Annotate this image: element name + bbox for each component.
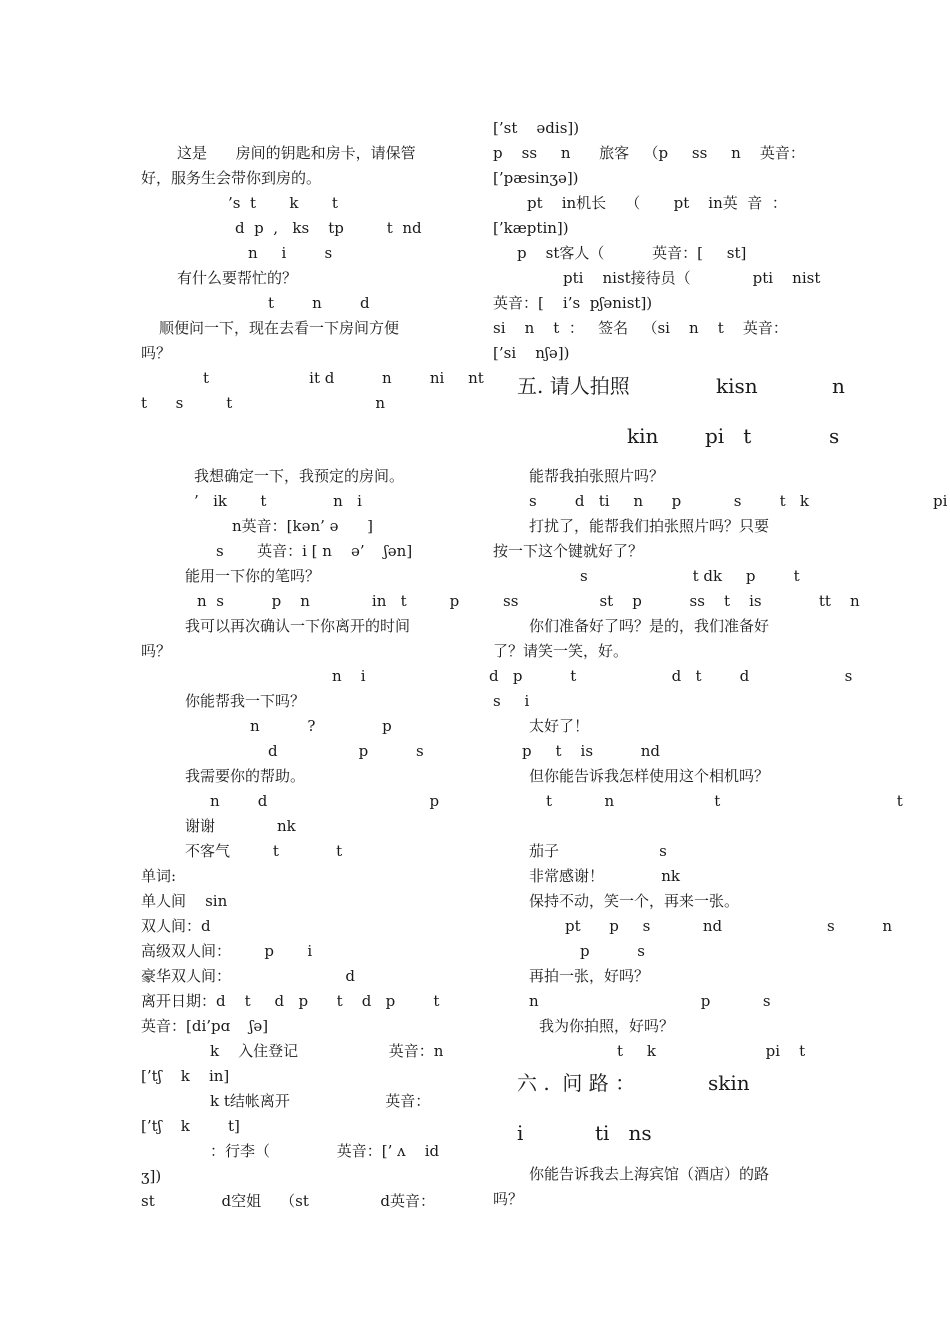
text-line: 吗？ <box>141 642 172 660</box>
text-line: ’s t k t <box>228 194 338 212</box>
text-line: d p t d t d s <box>489 667 853 685</box>
text-line: n i <box>332 667 366 685</box>
text-line: 我可以再次确认一下你离开的时间 <box>185 617 411 635</box>
text-line: d p s <box>268 742 424 760</box>
text-line: 不客气 t t <box>185 842 343 860</box>
text-line: [’kæptin]) <box>493 219 569 237</box>
text-line: pt in机长 （ pt in英 音 ： <box>527 194 787 212</box>
text-line: 好，服务生会带你到房的。 <box>141 169 322 187</box>
text-line: 非常感谢！ nk <box>529 867 680 885</box>
text-line: 了？请笑一笑，好。 <box>493 642 629 660</box>
text-line: 吗？ <box>493 1190 524 1208</box>
text-line: 能用一下你的笔吗？ <box>185 567 321 585</box>
text-line: st d空姐 （st d英音： <box>141 1192 436 1210</box>
text-line: 豪华双人间： d <box>141 967 356 985</box>
text-line: s t dk p t <box>580 567 800 585</box>
text-line: 保持不动，笑一个，再来一张。 <box>529 892 740 910</box>
text-line: t s t n <box>141 394 385 412</box>
text-line: p t is nd <box>522 742 660 760</box>
text-line: 你能帮我一下吗？ <box>185 692 306 710</box>
text-line: k t结帐离开 英音： <box>210 1092 431 1110</box>
text-line: d p , ks tp t nd <box>235 219 422 237</box>
text-line: 我需要你的帮助。 <box>185 767 306 785</box>
text-line: ʒ]) <box>141 1167 162 1185</box>
text-line: t n t t <box>546 792 903 810</box>
text-line: 你们准备好了吗？是的，我们准备好 <box>529 617 770 635</box>
text-line: 有什么要帮忙的？ <box>177 269 298 287</box>
text-line: 我为你拍照，好吗？ <box>539 1017 675 1035</box>
text-line: k 入住登记 英音：n <box>210 1042 444 1060</box>
text-line: 英音：[ i’s pʃənist]) <box>493 294 653 312</box>
text-line: [’tʃ k t] <box>141 1117 240 1135</box>
section-heading-text: n <box>832 374 845 398</box>
text-line: 离开日期：d t d p t d p t <box>141 992 440 1010</box>
text-line: t k pi t <box>617 1042 806 1060</box>
text-line: ’ ik t n i <box>194 492 362 510</box>
text-line: n d p <box>210 792 440 810</box>
text-line: 你能告诉我去上海宾馆（酒店）的路 <box>529 1165 770 1183</box>
text-line: 单人间 sin <box>141 892 228 910</box>
text-line: 高级双人间： p i <box>141 942 313 960</box>
text-line: 英音：[di’pɑ ʃə] <box>141 1017 269 1035</box>
text-line: 再拍一张，好吗？ <box>529 967 650 985</box>
text-line: 能帮我拍张照片吗？ <box>529 467 665 485</box>
text-line: s d ti n p s t k pi <box>529 492 948 510</box>
text-line: 打扰了，能帮我们拍张照片吗？只要 <box>529 517 770 535</box>
text-line: n p s <box>529 992 771 1010</box>
text-line: 我想确定一下，我预定的房间。 <box>194 467 405 485</box>
text-line: 双人间：d <box>141 917 211 935</box>
text-line: 吗？ <box>141 344 172 362</box>
text-line: 太好了！ <box>529 717 590 735</box>
text-line: [’pæsinʒə]) <box>493 169 579 187</box>
text-line: p st客人（ 英音：[ st] <box>517 244 747 262</box>
text-line: 单词: <box>141 867 177 885</box>
section-heading-text: skin <box>708 1071 750 1095</box>
section-heading-text: i <box>517 1121 524 1145</box>
text-line: 按一下这个键就好了？ <box>493 542 644 560</box>
text-line: n i s <box>248 244 333 262</box>
section-heading-text: s <box>829 424 840 448</box>
text-line: n ? p <box>250 717 392 735</box>
text-line: n英音：[kən’ ə ] <box>232 517 374 535</box>
section-heading-text: kisn <box>716 374 758 398</box>
section-heading: 五. 请人拍照 <box>517 374 630 398</box>
text-line: 这是 房间的钥匙和房卡，请保管 <box>177 144 416 162</box>
text-line: t n d <box>268 294 370 312</box>
text-line: s 英音：i [ n ə’ ʃən] <box>216 542 413 560</box>
text-line: [’tʃ k in] <box>141 1067 230 1085</box>
text-line: 茄子 s <box>529 842 667 860</box>
text-line: ：行李（ 英音：[’ ʌ id <box>210 1142 440 1160</box>
text-line: [’si nʃə]) <box>493 344 570 362</box>
text-line: p s <box>580 942 645 960</box>
section-heading-text: kin <box>627 424 659 448</box>
text-line: pti nist接待员（ pti nist <box>563 269 821 287</box>
text-line: s i <box>493 692 530 710</box>
text-line: t it d n ni nt <box>203 369 484 387</box>
text-line: si n t ： 签名 （si n t 英音： <box>493 319 788 337</box>
text-line: 但你能告诉我怎样使用这个相机吗？ <box>529 767 770 785</box>
section-heading: 六 . 问 路 ： <box>517 1071 636 1095</box>
text-line: 谢谢 nk <box>185 817 296 835</box>
text-line: ss st p ss t is tt n <box>503 592 860 610</box>
text-line: 顺便问一下，现在去看一下房间方便 <box>159 319 400 337</box>
text-line: p ss n 旅客 （p ss n 英音： <box>493 144 805 162</box>
text-line: [’st ədis]) <box>493 119 580 137</box>
section-heading-text: pi t <box>705 424 752 448</box>
text-line: n s p n in t p <box>197 592 460 610</box>
text-line: pt p s nd s n <box>565 917 893 935</box>
section-heading-text: ti ns <box>595 1121 652 1145</box>
